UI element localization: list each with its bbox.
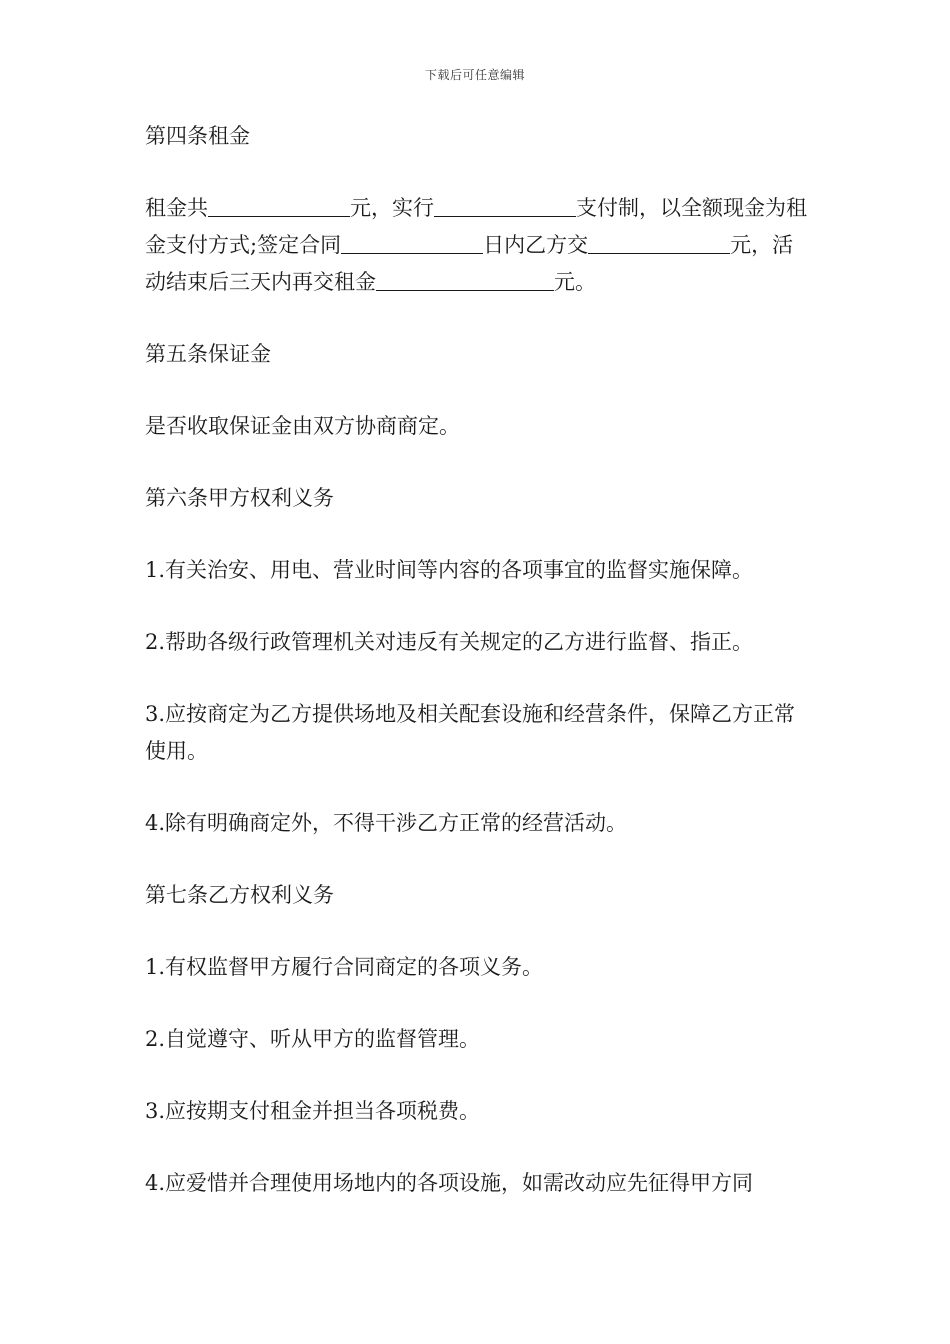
article-4-title: 第四条租金: [145, 124, 250, 148]
page-header: 下载后可任意编辑: [424, 68, 525, 82]
text-segment: 元，实行: [350, 196, 434, 220]
text-segment: 元。: [554, 270, 596, 294]
article-7-item: 3.应按期支付租金并担当各项税费。: [145, 1099, 481, 1123]
article-6-item: 4.除有明确商定外，不得干涉乙方正常的经营活动。: [145, 811, 628, 835]
article-5-body: 是否收取保证金由双方协商商定。: [145, 414, 460, 438]
article-6-item: 3.应按商定为乙方提供场地及相关配套设施和经营条件，保障乙方正常使用。: [145, 702, 796, 763]
fill-blank-payment-system[interactable]: [434, 194, 576, 217]
article-7-title: 第七条乙方权利义务: [145, 883, 334, 907]
article-6-item: 1.有关治安、用电、营业时间等内容的各项事宜的监督实施保障。: [145, 558, 754, 582]
text-segment: 日内乙方交: [483, 233, 589, 257]
article-6-item: 2.帮助各级行政管理机关对违反有关规定的乙方进行监督、指正。: [145, 630, 754, 654]
article-7-item: 4.应爱惜并合理使用场地内的各项设施，如需改动应先征得甲方同: [145, 1171, 754, 1195]
article-7-item: 2.自觉遵守、听从甲方的监督管理。: [145, 1027, 481, 1051]
document-body: [145, 118, 810, 1237]
fill-blank-final-rent[interactable]: [376, 268, 554, 291]
fill-blank-first-payment[interactable]: [588, 231, 730, 254]
article-4-body: [145, 190, 810, 301]
fill-blank-days[interactable]: [341, 231, 483, 254]
article-5-title: 第五条保证金: [145, 342, 271, 366]
fill-blank-total-rent[interactable]: [208, 194, 350, 217]
article-7-item: 1.有权监督甲方履行合同商定的各项义务。: [145, 955, 544, 979]
text-segment: 元，活动结束后三天内再交租金: [145, 233, 794, 294]
text-segment: 支付制，以全额现金为租金支付方式;签定合同: [145, 196, 807, 257]
text-segment: 租金共: [145, 196, 208, 220]
article-6-title: 第六条甲方权利义务: [145, 486, 334, 510]
